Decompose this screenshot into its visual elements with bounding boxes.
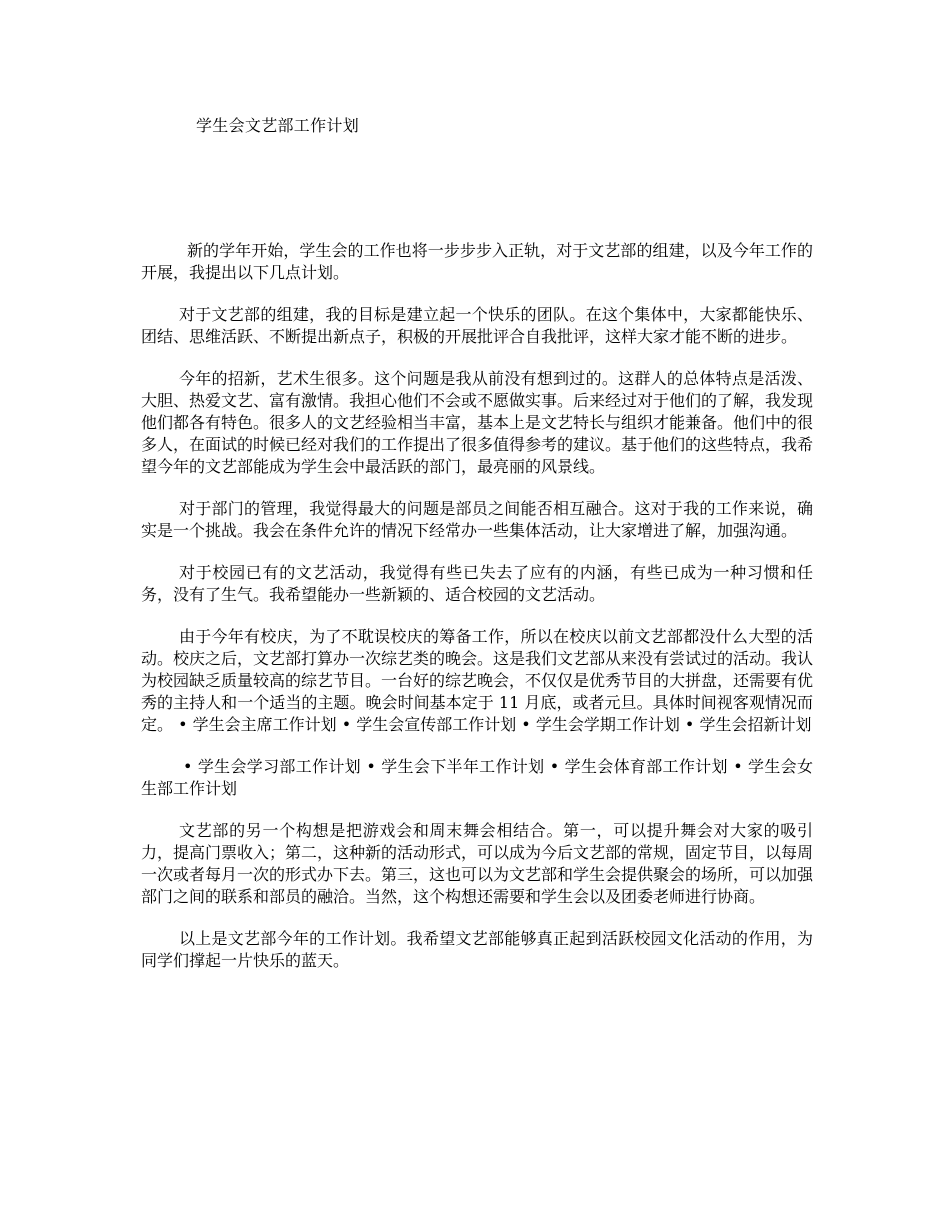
document-body	[141, 240, 813, 992]
paragraph-related-links: • 学生会学习部工作计划 • 学生会下半年工作计划 • 学生会体育部工作计划 • 学生会女生部工作计划	[141, 757, 813, 798]
paragraph-conclusion: 以上是文艺部今年的工作计划。我希望文艺部能够真正起到活跃校园文化活动的作用，为同学们撑起一片快乐的蓝天。	[141, 929, 813, 970]
paragraph-intro: 新的学年开始，学生会的工作也将一步步步入正轨，对于文艺部的组建，以及今年工作的开展，我提出以下几点计划。	[141, 241, 813, 282]
paragraph-management: 对于部门的管理，我觉得最大的问题是部员之间能否相互融合。这对于我的工作来说，确实是一个挑战。我会在条件允许的情况下经常办一些集体活动，让大家增进了解，加强沟通。	[141, 499, 813, 540]
paragraph-anniversary-gala: 由于今年有校庆，为了不耽误校庆的筹备工作，所以在校庆以前文艺部都没什么大型的活动。校庆之后，文艺部打算办一次综艺类的晚会。这是我们文艺部从来没有尝试过的活动。我认为校园缺乏质量较高的综艺节目。一台好的综艺晚会，不仅仅是优秀节目的大拼盘，还需要有优秀的主持人和一个适当的主题。晚会时间基本定于 11 月底，或者元旦。具体时间视客观情况而定。 • 学生会主席工作计划 • 学生会宣传部工作计划 • 学生会学期工作计划 • 学生会招新计划	[141, 627, 814, 734]
paragraph-team-goal: 对于文艺部的组建，我的目标是建立起一个快乐的团队。在这个集体中，大家都能快乐、团结、思维活跃、不断提出新点子，积极的开展批评合自我批评，这样大家才能不断的进步。	[141, 305, 813, 346]
paragraph-recruitment: 今年的招新，艺术生很多。这个问题是我从前没有想到过的。这群人的总体特点是活泼、大胆、热爱文艺、富有激情。我担心他们不会或不愿做实事。后来经过对于他们的了解，我发现他们都各有特色。很多人的文艺经验相当丰富，基本上是文艺特长与组织才能兼备。他们中的很多人，在面试的时候已经对我们的工作提出了很多值得参考的建议。基于他们的这些特点，我希望今年的文艺部能成为学生会中最活跃的部门，最亮丽的风景线。	[141, 369, 814, 476]
paragraph-campus-activities: 对于校园已有的文艺活动，我觉得有些已失去了应有的内涵，有些已成为一种习惯和任务，没有了生气。我希望能办一些新颖的、适合校园的文艺活动。	[141, 563, 813, 604]
document-title: 学生会文艺部工作计划	[196, 116, 360, 135]
paragraph-dance-party: 文艺部的另一个构想是把游戏会和周末舞会相结合。第一，可以提升舞会对大家的吸引力，提高门票收入；第二，这种新的活动形式，可以成为今后文艺部的常规，固定节目，以每周一次或者每月一次的形式办下去。第三，这也可以为文艺部和学生会提供聚会的场所，可以加强部门之间的联系和部员的融洽。当然，这个构想还需要和学生会以及团委老师进行协商。	[141, 821, 814, 906]
